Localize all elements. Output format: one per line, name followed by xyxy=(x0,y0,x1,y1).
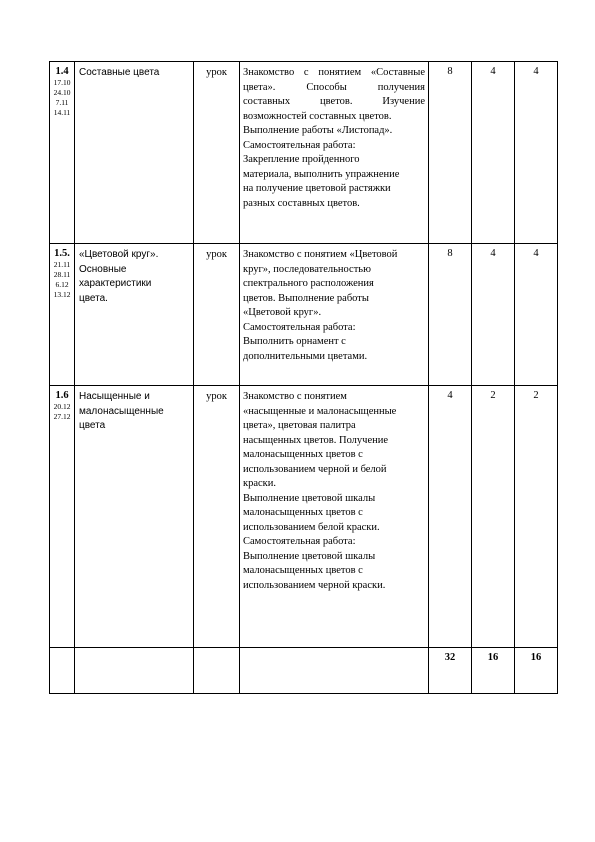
content-line: малонасыщенных цветов с xyxy=(243,449,363,460)
content-line: Выполнение цветовой шкалы xyxy=(243,550,376,562)
hours-total-cell xyxy=(429,62,472,244)
content-line: использованием черной и белой xyxy=(243,463,387,475)
empty-cell xyxy=(194,648,240,694)
content-line: насыщенных цветов. Получение xyxy=(243,434,389,446)
content-line: разных составных цветов. xyxy=(243,197,360,209)
lesson-form: урок xyxy=(206,67,227,78)
lesson-date: 7.11 xyxy=(55,98,69,107)
empty-cell xyxy=(75,648,194,694)
content-line: Выполнить орнамент с xyxy=(243,336,346,347)
content-line: использованием черной краски. xyxy=(243,579,386,591)
content-line: Закрепление пройденного xyxy=(243,154,360,165)
content-line: малонасыщенных цветов с xyxy=(243,507,363,518)
hours-theory-cell xyxy=(472,244,515,386)
lesson-number-cell xyxy=(50,62,75,244)
lesson-date: 20.12 xyxy=(53,402,71,411)
hours-total: 4 xyxy=(447,390,453,401)
topic-cell xyxy=(75,386,194,648)
hours-practice: 4 xyxy=(533,248,539,259)
content-line: Самостоятельная работа: xyxy=(243,536,356,547)
content-line: цвета», цветовая палитра xyxy=(243,420,356,431)
empty-cell xyxy=(50,648,75,694)
total-hours-cell xyxy=(429,648,472,694)
lesson-number: 1.6 xyxy=(55,390,69,401)
content-line: спектрального расположения xyxy=(243,278,374,289)
content-line: Знакомство с понятием «Цветовой xyxy=(243,249,398,260)
lesson-form: урок xyxy=(206,249,227,260)
content-line: материала, выполнить упражнение xyxy=(243,168,400,180)
content-line: малонасыщенных цветов с xyxy=(243,565,363,576)
lesson-form: урок xyxy=(206,391,227,402)
hours-total-cell xyxy=(429,244,472,386)
content-line: круг», последовательностью xyxy=(243,263,371,275)
total-theory-cell xyxy=(472,648,515,694)
lesson-number-cell xyxy=(50,386,75,648)
hours-theory: 4 xyxy=(490,66,496,77)
content-cell xyxy=(240,244,429,386)
content-line: «насыщенные и малонасыщенные xyxy=(243,405,397,417)
lesson-date: 14.11 xyxy=(53,108,71,117)
lesson-date: 24.10 xyxy=(53,88,71,97)
hours-theory: 4 xyxy=(490,248,496,259)
lesson-plan-table xyxy=(49,61,558,694)
form-cell xyxy=(194,62,240,244)
lesson-date: 21.11 xyxy=(53,260,71,269)
lesson-date: 13.12 xyxy=(53,290,71,299)
empty-cell xyxy=(240,648,429,694)
total-practice-cell xyxy=(515,648,558,694)
hours-total: 8 xyxy=(447,248,453,259)
total-hours: 32 xyxy=(444,652,456,663)
content-cell xyxy=(240,386,429,648)
lesson-date: 6.12 xyxy=(55,280,69,289)
lesson-topic: «Цветовой круг». Основные характеристики цвета. xyxy=(79,249,159,304)
content-line: Выполнение цветовой шкалы xyxy=(243,492,376,504)
lesson-topic: Составные цвета xyxy=(79,67,160,78)
hours-practice-cell xyxy=(515,62,558,244)
content-line: Выполнение работы «Листопад». xyxy=(243,125,393,136)
content-line: Знакомство с понятием «Составные xyxy=(243,67,425,78)
totals-row xyxy=(50,648,558,694)
form-cell xyxy=(194,244,240,386)
lesson-number-cell xyxy=(50,244,75,386)
table-row xyxy=(50,386,558,648)
hours-total: 8 xyxy=(447,66,453,77)
lesson-number: 1.4 xyxy=(55,66,69,77)
total-theory: 16 xyxy=(487,652,499,663)
form-cell xyxy=(194,386,240,648)
hours-theory-cell xyxy=(472,386,515,648)
hours-practice: 2 xyxy=(533,390,539,401)
table-row xyxy=(50,62,558,244)
total-practice: 16 xyxy=(530,652,542,663)
topic-cell xyxy=(75,244,194,386)
content-line: Самостоятельная работа: xyxy=(243,321,356,333)
content-line: цвета». Способы получения xyxy=(243,81,425,93)
hours-theory: 2 xyxy=(490,390,496,401)
content-line: Самостоятельная работа: xyxy=(243,139,356,151)
content-line: на получение цветовой растяжки xyxy=(243,183,391,194)
hours-practice-cell xyxy=(515,244,558,386)
lesson-date: 17.10 xyxy=(53,78,71,87)
hours-practice: 4 xyxy=(533,66,539,77)
content-line: использованием белой краски. xyxy=(243,521,380,533)
content-line: цветов. Выполнение работы xyxy=(243,292,369,304)
content-cell xyxy=(240,62,429,244)
lesson-date: 27.12 xyxy=(53,412,71,421)
topic-cell xyxy=(75,62,194,244)
content-line: составных цветов. Изучение xyxy=(243,96,425,107)
content-line: краски. xyxy=(243,478,277,489)
content-line: возможностей составных цветов. xyxy=(243,110,392,122)
lesson-date: 28.11 xyxy=(53,270,71,279)
content-line: дополнительными цветами. xyxy=(243,350,368,362)
hours-theory-cell xyxy=(472,62,515,244)
lesson-topic: Насыщенные и малонасыщенные цвета xyxy=(79,391,164,431)
hours-practice-cell xyxy=(515,386,558,648)
content-line: Знакомство с понятием xyxy=(243,391,347,402)
table-row xyxy=(50,244,558,386)
lesson-number: 1.5. xyxy=(54,248,70,259)
hours-total-cell xyxy=(429,386,472,648)
content-line: «Цветовой круг». xyxy=(243,307,322,318)
